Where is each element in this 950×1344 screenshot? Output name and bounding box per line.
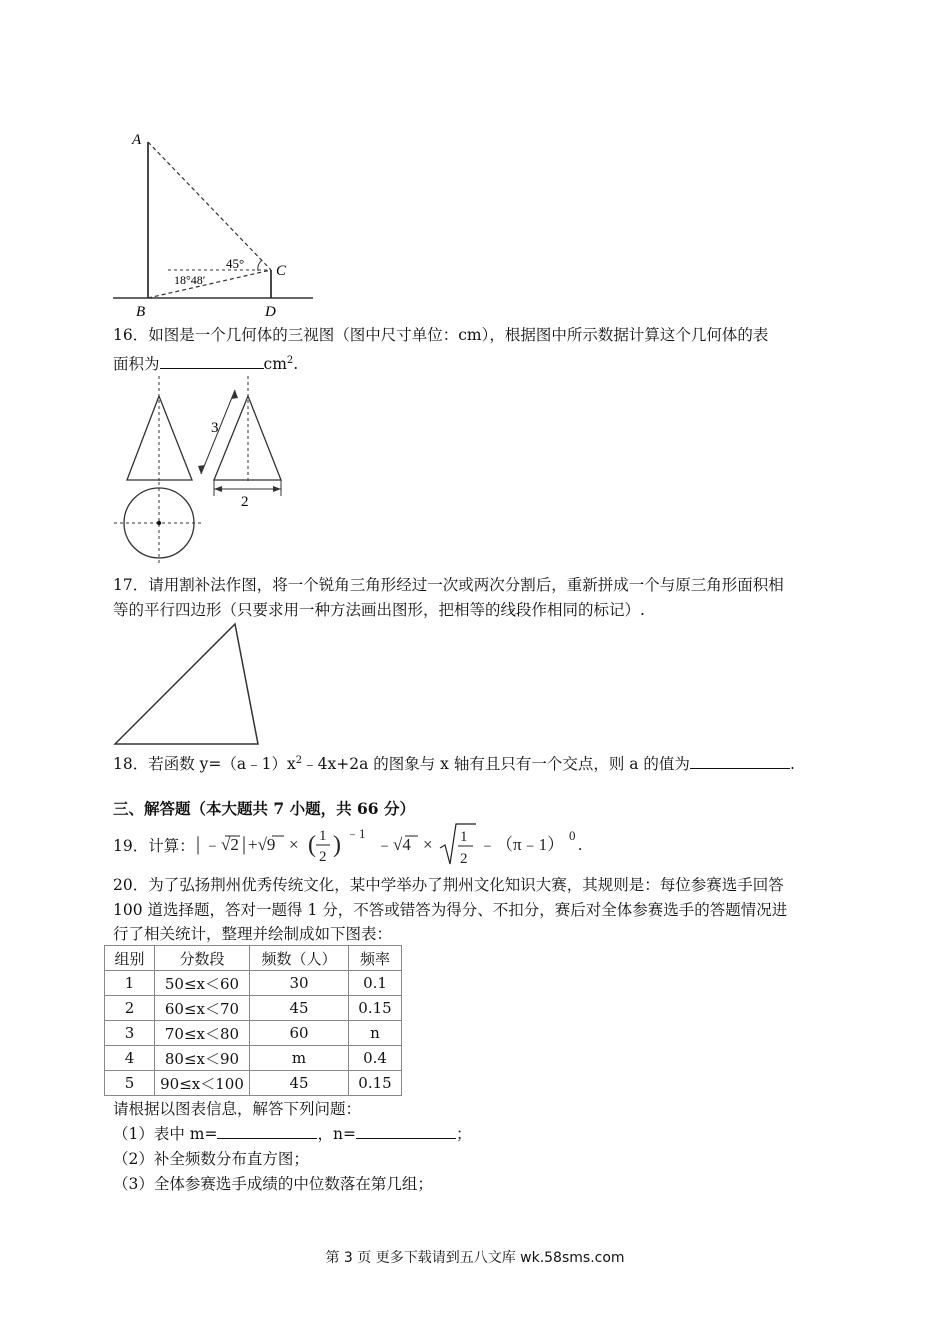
svg-text:|: | — [242, 833, 247, 855]
q20-sub1-end: ； — [455, 1125, 472, 1143]
q20-line2: 100 道选择题，答对一题得 1 分，不答或错答为得分、不扣分，赛后对全体参赛选手的答题情况进 — [113, 901, 788, 919]
table-cell: 30 — [250, 971, 349, 996]
angle-45: 45° — [226, 256, 245, 271]
table-cell: 0.4 — [349, 1046, 402, 1071]
table-cell: 0.1 — [349, 971, 402, 996]
q20-sub1-mid: ，n= — [317, 1125, 356, 1143]
q19-sqrt-frac-num: 1 — [460, 829, 468, 845]
q19-pi-part: ﹣（π﹣1） — [479, 835, 565, 854]
q20-sub1 — [113, 1122, 471, 1147]
q16-line2 — [113, 348, 298, 377]
q20-sub2: （2）补全频数分布直方图； — [113, 1150, 309, 1168]
table-row — [105, 971, 402, 996]
three-view-figure — [110, 374, 300, 568]
label-b: B — [136, 304, 146, 318]
q19-times1: × — [289, 835, 299, 854]
table-cell: n — [349, 1021, 402, 1046]
q18-end: . — [789, 755, 795, 774]
q18-line — [113, 748, 795, 777]
table-cell: 0.15 — [349, 1071, 402, 1096]
q19-abs-inner: ﹣√2 — [204, 835, 239, 854]
svg-text:(: ( — [308, 832, 316, 858]
table-row — [105, 1071, 402, 1096]
acute-triangle-figure — [112, 620, 262, 748]
dim-slant: 3 — [211, 420, 219, 436]
table-header-cell: 组别 — [105, 946, 155, 971]
q19-frac-num: 1 — [319, 828, 327, 844]
q20-sub3: （3）全体参赛选手成绩的中位数落在第几组； — [113, 1175, 433, 1193]
angle-18-48: 18°48′ — [174, 273, 206, 287]
table-cell: 60 — [250, 1021, 349, 1046]
table-header-cell: 分数段 — [155, 946, 250, 971]
section3-title: 三、解答题（本大题共 7 小题，共 66 分） — [113, 799, 415, 818]
frequency-table — [104, 945, 402, 1096]
q19-frac-den: 2 — [319, 849, 327, 865]
q19-zero: 0 — [569, 828, 576, 843]
q20-line1: 20．为了弘扬荆州优秀传统文化，某中学举办了荆州文化知识大赛，其规则是：每位参赛选手回答 — [113, 876, 784, 894]
table-row — [105, 1046, 402, 1071]
q20-sub1-pre: （1）表中 m= — [113, 1125, 218, 1143]
q19-end: . — [578, 835, 583, 854]
q16-pre: 面积为 — [113, 355, 160, 374]
table-cell: 45 — [250, 1071, 349, 1096]
svg-text:|: | — [196, 833, 201, 855]
label-c: C — [276, 263, 287, 279]
q19-label: 19．计算： — [113, 837, 195, 855]
q16-answer-blank[interactable] — [160, 352, 264, 369]
svg-text:): ) — [333, 832, 341, 858]
label-a: A — [132, 132, 142, 148]
q16-unit-sup: 2 — [286, 355, 294, 366]
q16-end: . — [293, 355, 299, 374]
q16-unit: cm — [263, 355, 287, 374]
q16-line1: 16．如图是一个几何体的三视图（图中尺寸单位：cm），根据图中所示数据计算这个几何体的表 — [113, 326, 769, 344]
label-d: D — [265, 304, 276, 318]
table-cell: 70≤x＜80 — [155, 1021, 250, 1046]
table-row — [105, 996, 402, 1021]
table-cell: 45 — [250, 996, 349, 1021]
q18-sup: 2 — [295, 755, 303, 766]
q17-line2: 等的平行四边形（只要求用一种方法画出图形，把相等的线段作相同的标记）. — [113, 601, 645, 619]
q20-line3: 行了相关统计，整理并绘制成如下图表： — [113, 925, 393, 943]
table-row — [105, 1021, 402, 1046]
q18-pre: 18．若函数 y=（a﹣1）x — [113, 755, 296, 774]
q19-minus-sqrt4: ﹣√4 — [376, 835, 411, 854]
q17-line1: 17．请用割补法作图，将一个锐角三角形经过一次或两次分割后，重新拼成一个与原三角形面积相 — [113, 576, 784, 594]
page-footer: 第 3 页 更多下载请到五八文库 wk.58sms.com — [325, 1250, 625, 1266]
tower-figure — [108, 128, 318, 318]
table-cell: 50≤x＜60 — [155, 971, 250, 996]
table-cell: 1 — [105, 971, 155, 996]
table-cell: 2 — [105, 996, 155, 1021]
table-cell: 4 — [105, 1046, 155, 1071]
m-answer-blank[interactable] — [217, 1122, 317, 1139]
q19-sqrt-frac-den: 2 — [460, 851, 468, 867]
table-cell: 5 — [105, 1071, 155, 1096]
table-cell: m — [250, 1046, 349, 1071]
dim-base: 2 — [241, 494, 249, 510]
q19-expression — [196, 818, 596, 872]
table-header-cell: 频率 — [349, 946, 402, 971]
table-cell: 60≤x＜70 — [155, 996, 250, 1021]
q20-after: 请根据以图表信息，解答下列问题： — [113, 1100, 362, 1118]
table-header-row — [105, 946, 402, 971]
table-cell: 90≤x＜100 — [155, 1071, 250, 1096]
n-answer-blank[interactable] — [356, 1122, 456, 1139]
q18-mid: ﹣4x+2a 的图象与 x 轴有且只有一个交点，则 a 的值为 — [302, 755, 690, 774]
table-cell: 0.15 — [349, 996, 402, 1021]
table-cell: 3 — [105, 1021, 155, 1046]
table-header-cell: 频数（人） — [250, 946, 349, 971]
q19-times2: × — [423, 835, 433, 854]
q19-neg1: ﹣1 — [346, 826, 366, 841]
q18-answer-blank[interactable] — [690, 752, 790, 769]
q19-plus-sqrt9: +√9 — [248, 835, 276, 854]
table-cell: 80≤x＜90 — [155, 1046, 250, 1071]
